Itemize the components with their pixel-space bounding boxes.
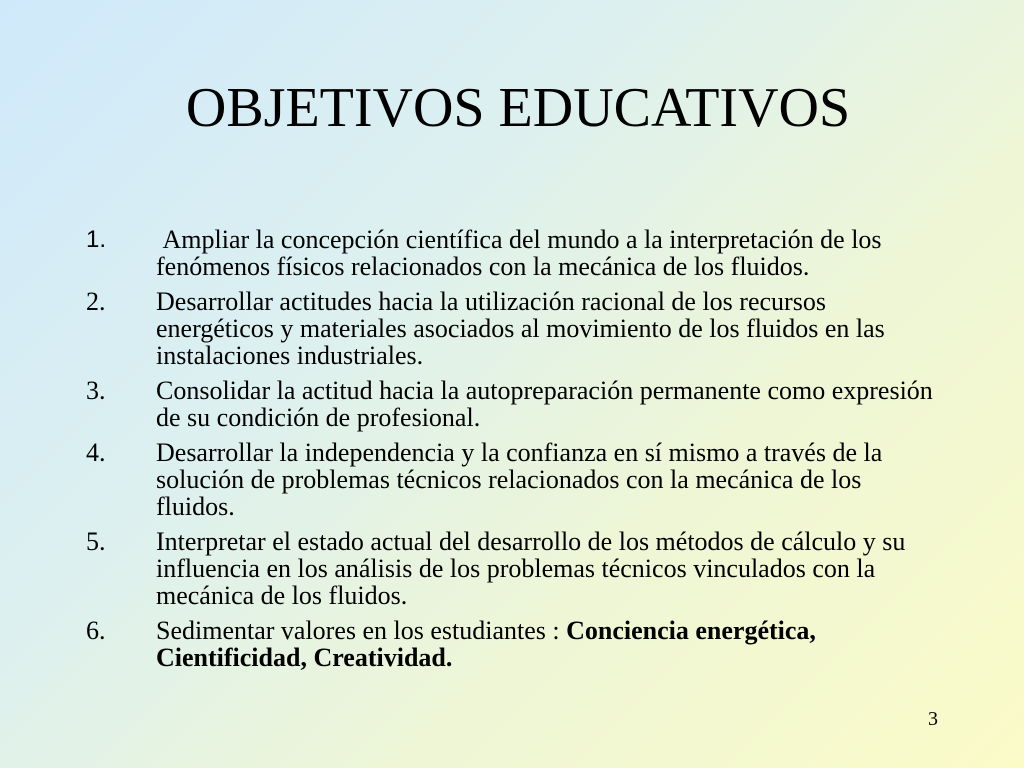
- item-number: 2.: [86, 287, 106, 316]
- item-number: 4.: [86, 438, 106, 467]
- list-item: [86, 226, 946, 280]
- objectives-list: [86, 226, 946, 679]
- item-number: 1.: [86, 226, 107, 253]
- list-item: [86, 439, 946, 520]
- item-emphasis: Conciencia energética, Cientificidad, Creatividad.: [156, 616, 816, 672]
- list-item: [86, 528, 946, 609]
- item-text: Ampliar la concepción científica del mundo a la interpretación de los fenómenos físicos relacionados con la mecánica de los fluidos.: [156, 225, 889, 281]
- list-item: [86, 377, 946, 431]
- item-text: Consolidar la actitud hacia la autopreparación permanente como expresión de su condición de profesional.: [156, 376, 933, 432]
- slide-title: OBJETIVOS EDUCATIVOS: [185, 77, 851, 139]
- item-text: Desarrollar actitudes hacia la utilización racional de los recursos energéticos y materiales asociados al movimiento de los fluidos en las instalaciones industriales.: [156, 287, 885, 370]
- list-item: [86, 288, 946, 369]
- item-text: Interpretar el estado actual del desarrollo de los métodos de cálculo y su influencia en los análisis de los problemas técnicos vinculados con la mecánica de los fluidos.: [156, 527, 906, 610]
- item-number: 6.: [86, 616, 106, 645]
- item-text: Desarrollar la independencia y la confianza en sí mismo a través de la solución de problemas técnicos relacionados con la mecánica de los fluidos.: [156, 438, 883, 521]
- item-text: Sedimentar valores en los estudiantes :: [156, 616, 567, 645]
- list-item: [86, 617, 946, 671]
- item-number: 5.: [86, 527, 106, 556]
- item-number: 3.: [86, 376, 106, 405]
- page-number: 3: [928, 708, 938, 730]
